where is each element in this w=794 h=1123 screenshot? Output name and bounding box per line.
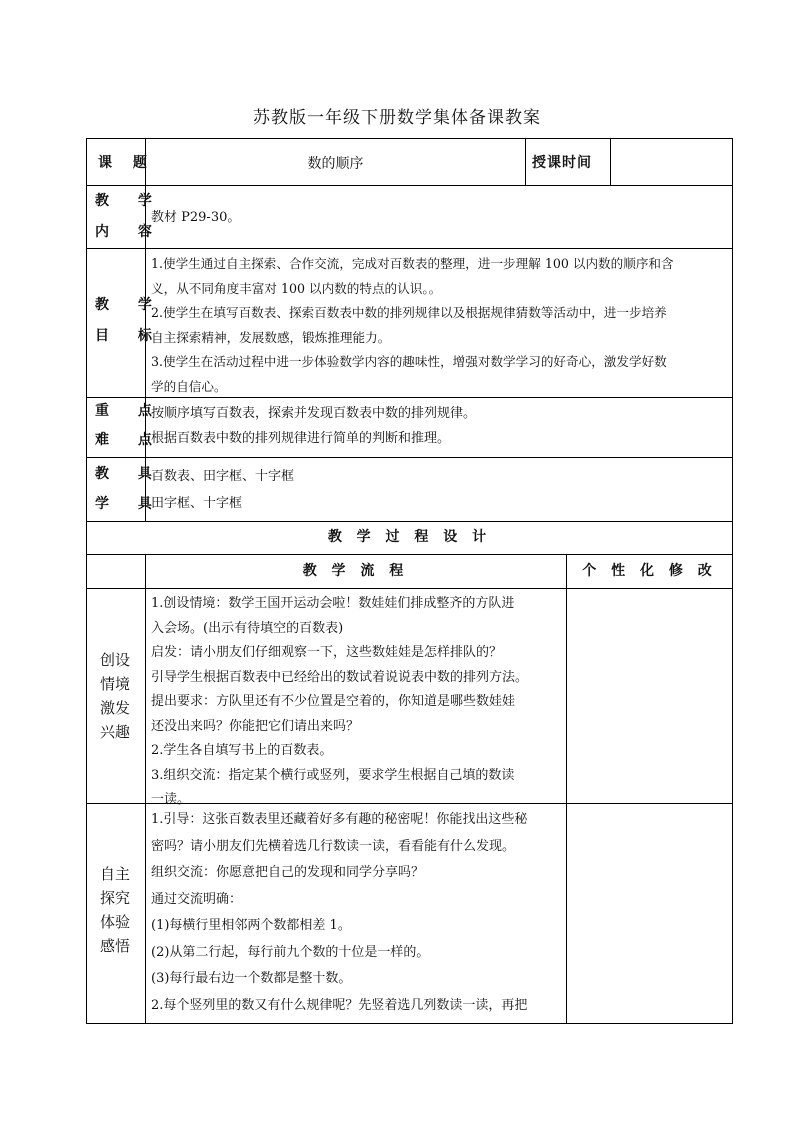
row-divider (86, 588, 733, 589)
stage2-line: 1.引导：这张百数表里还藏着好多有趣的秘密呢！你能找出这些秘 (151, 812, 528, 827)
stage1-text (151, 592, 528, 813)
stage2-text (151, 807, 527, 1019)
custom-heading: 个 性 化 修 改 (582, 563, 717, 579)
keypoints-difficult: 根据百数表中数的排列规律进行简单的判断和推理。 (151, 431, 451, 446)
column-divider (145, 554, 146, 1024)
row-divider (86, 554, 733, 555)
column-divider (525, 138, 526, 185)
content-text: 教材 P29-30。 (151, 210, 241, 225)
goals-line: 学的自信心。 (151, 378, 227, 394)
stage1-line: 3.组织交流：指定某个横行或竖列，要求学生根据自己填的数读 (151, 767, 515, 783)
stage1-label-part: 情境 (99, 675, 130, 693)
stage1-line: 一读。 (151, 792, 191, 807)
stage1-label (86, 648, 144, 744)
stage1-label-part: 激发 (99, 699, 130, 717)
stage2-line: (1)每横行里相邻两个数都相差 1。 (151, 918, 351, 933)
content-label-line1: 教 学 (95, 193, 164, 209)
stage1-line: 1.创设情境：数学王国开运动会啦！数娃娃们排成整齐的方队进 (151, 596, 515, 611)
process-heading: 教 学 过 程 设 计 (327, 529, 492, 545)
goals-label-line1: 教 学 (95, 297, 164, 313)
row-divider (86, 185, 733, 186)
stage1-line: 提出要求：方队里还有不少位置是空着的，你知道是哪些数娃娃 (151, 694, 516, 709)
flow-heading: 教 学 流 程 (302, 563, 409, 579)
stage1-line: 2.学生各自填写书上的百数表。 (151, 743, 333, 758)
goals-text (151, 252, 674, 399)
tools-teacher: 百数表、田字框、十字框 (151, 469, 295, 484)
stage2-label (86, 862, 144, 958)
tools-label-line1: 教 具 (95, 466, 164, 482)
stage1-line: 引导学生根据百数表中已经给出的数试着说说表中数的排列方法。 (151, 669, 529, 685)
goals-line: 1.使学生通过自主探索、合作交流，完成对百数表的整理，进一步理解 100 以内数的顺序和含 (151, 256, 674, 271)
content-label-line2: 内 容 (95, 224, 164, 240)
row-divider (86, 521, 733, 522)
stage2-label-part: 自主 (99, 865, 130, 883)
goals-label-line2: 目 标 (95, 328, 164, 344)
topic-value: 数的顺序 (307, 156, 364, 172)
stage1-label-part: 兴趣 (99, 723, 130, 741)
time-label: 授课时间 (532, 155, 592, 171)
column-divider (610, 138, 611, 185)
topic-label: 课 题 (98, 155, 155, 171)
stage2-line: 组织交流：你愿意把自己的发现和同学分享吗？ (151, 865, 425, 880)
stage1-label-part: 创设 (99, 651, 130, 669)
stage2-line: (2)从第二行起，每行前九个数的十位是一样的。 (151, 944, 430, 960)
stage2-line: 密吗？请小朋友们先横着选几行数读一读，看看能有什么发现。 (151, 838, 516, 854)
stage2-line: 2.每个竖列里的数又有什么规律呢？先竖着选几列数读一读，再把 (151, 997, 528, 1013)
keypoints-key: 按顺序填写百数表，探索并发现百数表中数的排列规律。 (151, 406, 477, 421)
keypoints-label-line1: 重 点 (95, 403, 164, 419)
goals-line: 义，从不同角度丰富对 100 以内数的特点的认识。。 (151, 280, 442, 296)
goals-line: 自主探索精神，发展数感，锻炼推理能力。 (151, 329, 391, 345)
column-divider (566, 554, 567, 1024)
tools-student: 田字框、十字框 (151, 496, 243, 511)
row-divider (86, 248, 733, 249)
goals-line: 3.使学生在活动过程中进一步体验数学内容的趣味性，增强对数学学习的好奇心，激发学好数 (151, 354, 667, 369)
stage2-label-part: 体验 (99, 913, 130, 931)
document-title: 苏教版一年级下册数学集体备课教案 (253, 108, 541, 128)
keypoints-label-line2: 难 点 (95, 432, 164, 448)
stage2-label-part: 感悟 (99, 937, 130, 955)
stage2-line: (3)每行最右边一个数都是整十数。 (151, 971, 352, 986)
row-divider (86, 457, 733, 458)
stage2-line: 通过交流明确： (151, 891, 243, 907)
stage1-line: 启发：请小朋友们仔细观察一下，这些数娃娃是怎样排队的？ (151, 645, 503, 660)
goals-line: 2.使学生在填写百数表、探索百数表中数的排列规律以及根据规律猜数等活动中，进一步培养 (151, 305, 667, 320)
stage2-label-part: 探究 (99, 889, 130, 907)
stage1-line: 还没出来吗？你能把它们请出来吗？ (151, 718, 360, 734)
tools-label-line2: 学 具 (95, 496, 164, 512)
stage1-line: 入会场。(出示有待填空的百数表) (151, 620, 344, 636)
